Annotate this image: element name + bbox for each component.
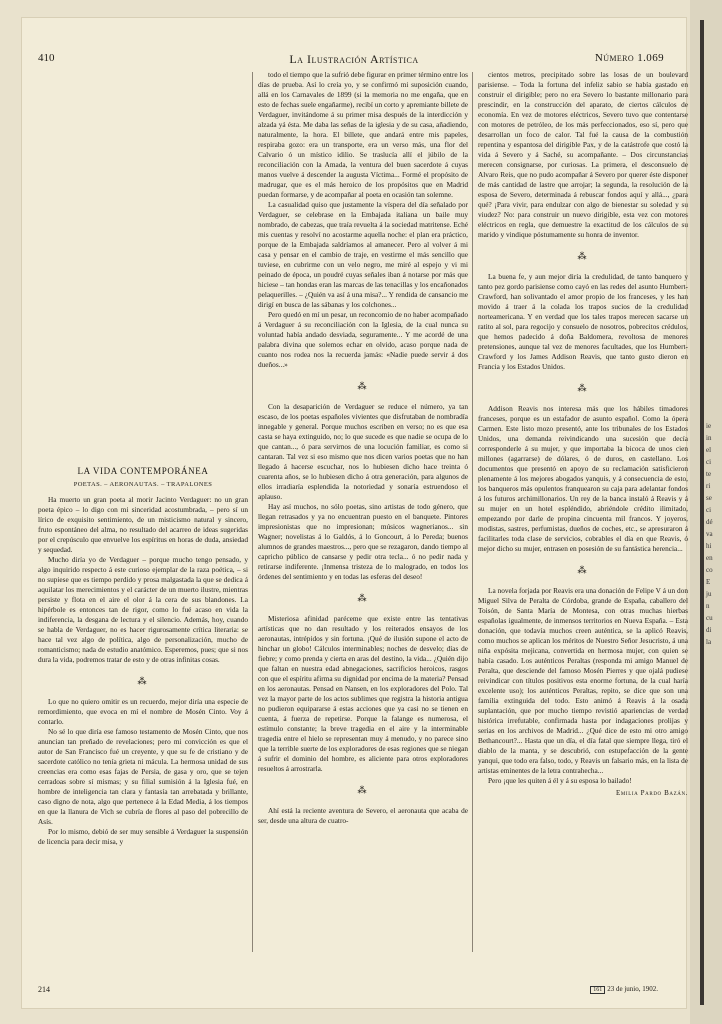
paragraph: La buena fe, y aun mejor diría la credulidad, de tanto banquero y tanto pez gordo parisiense como cayó en las redes del asunto Humbert-Crawford, han solivantado el amor propio de los franceses, y les han movido á traer á la colada los trapos sucios de la credulidad norteamericana. Y en verdad que los tales trapos merecen sacarse un ratito al sol, para regocijo y consuelo de nosotros, pobrecitos crédulos, que hemos padecido á doña Baldomera, revoltosa de menores pretensiones, aunque tal vez de menores facultades, que los Humbert-Crawford y los James Addison Reavis, que tanto gusto dieron en Francia y los Estados Unidos. (478, 272, 688, 371)
footer-page-number: 214 (38, 985, 50, 994)
page-footer (38, 985, 670, 997)
adjacent-page-fragment: dé (706, 518, 713, 526)
column-3 (478, 70, 688, 950)
paragraph: Misteriosa afinidad paréceme que existe entre las tentativas artísticas que no dan resultado y los reiterados ensayos de los aeronautas, intrépidos y sin fortuna. ¡Qué de ilusión supone el acto de hinchar un globo! Cálculos interminables; noches de desvelo; días de fiebre; y como prenda y cierta en aras del destino, la vida... ¿Quién dijo que faltan en nuestra edad abnegaciones, sacrificios heroicos, rasgos con que el espíritu afirma su dignidad por encima de la materia? Pensad en los aeronautas. Pensad en Nansen, en los exploradores del Polo. Tal vez la mayor parte de los actos sublimes que registra la historia antigua no pudieron equipararse á estas acciones que ya casi no se tienen en cuenta, á fuerza de repetirse. Porque la falange es numerosa, el estímulo constante; la breve tragedia en el aire y la interminable tragedia entre el hielo se representan muy á menudo, y no parece sino que la terrible suerte de los exploradores de esas regiones que se niegan á sufrir el dominio del hombre, es aliciente para otros exploradores resueltos á arrostrarla. (258, 614, 468, 773)
adjacent-page-fragment: ci (706, 506, 712, 514)
adjacent-page-fragment: el (706, 446, 712, 454)
section-ornament: ⁂ (137, 676, 149, 686)
paragraph: Ha muerto un gran poeta al morir Jacinto Verdaguer: no un gran poeta épico – lo digo con mi sinceridad acostumbrada, – pero sí un lírico de exquisito sentimiento, de un misticismo natural y sincero, fruto espontáneo del alma, no resultado del acarreo de ideas sugeridas por el crepúsculo que envuelve los espíritus en horas de duda, ansiedad y sequedad. (38, 495, 248, 554)
section-ornament: ⁂ (577, 251, 589, 261)
adjacent-page-fragment: se (706, 494, 712, 502)
publication-title: La Ilustración Artística (289, 52, 419, 66)
adjacent-page-fragment: n (706, 602, 710, 610)
paragraph: Mucho diría yo de Verdaguer – porque mucho tengo pensado, y algo inquirido respecto á este curioso ejemplar de la raza poética, – si no supiese que es tiempo perdido y prosa malgastada la que se dedica á aquilatar los merecimientos y el carácter de un muerto ilustre, mientras persiste y flota en el aire el olor á la cera de sus blandones. La hipérbole es entonces tan de rigor, como lo fué acaso en vida la indiferencia, la desgana de lectura y el silencio. Además, hoy, cuando se habla de Verdaguer, no es hacer rigurosamente crítica literaria: se hace tal vez algo de política, algo de personalización, mucho de romanticismo; nada de estudio anatómico. Esperemos, pues; que si nos dura la vida, podremos tratar de esto y de otras infinitas cosas. (38, 555, 248, 664)
paragraph: todo el tiempo que la sufrió debe figurar en primer término entre los días de prueba. Así lo creía yo, y se confirmó mi suposición cuando, allá en los Carnavales de 1899 (si la memoria no me engaña, que en esto de fechas suele engañarme), recibí un corto y apremiante billete de Verdaguer, invitándome á su primer misa después de la interdicción y alzada yá ésta. Me daba las señas de la iglesia y de su casa, añadiendo, naturalmente, la hora. El billete, que andará entre mis papeles, respiraba gozo: era un transporte, era un verso más, una flor del Calvario ó un místico idilio. Se traslucía allí el júbilo de la reconciliación con la Amada, la ventura del buen sacerdote á cuyas manos vuelve á descender la augusta Víctima... Formé el propósito de madrugar, que es el más heroico de los propósitos que en Madrid puedan formarse, y de acompañar al poeta en ocasión tan solemne. (258, 70, 468, 199)
page-header (38, 52, 670, 68)
column-divider (472, 72, 473, 952)
adjacent-page-fragment: co (706, 566, 713, 574)
adjacent-page-fragment: ie (706, 422, 712, 430)
author-signature: Emilia Pardo Bazán. (616, 789, 688, 797)
adjacent-page-fragment: te (706, 470, 712, 478)
library-stamp: 161 (590, 986, 605, 994)
paragraph: Lo que no quiero omitir es un recuerdo, mejor diría una especie de remordimiento, que evoca en mí el nombre de Mosén Cinto. Voy á contarlo. (38, 697, 248, 726)
date-text: 23 de junio, 1902. (607, 985, 658, 993)
paragraph: Con la desaparición de Verdaguer se reduce el número, ya tan escaso, de los poetas españoles vivientes que disfrutaban de nombradía innegable y general. Porque muchos escriben en verso; no es que esa casta se haya extinguido, no; lo que sucede es que nadie se ocupa de lo que cantan..., ó para servirnos de una locución familiar, es como si cantaran. Tal vez si eso mismo que nos dicen varios poetas que no han llegado á hacerse escuchar, nos lo hubiesen dicho hace treinta ó cuarenta años, se lo hubiesen dicho á otra generación, para algunos de ellos irradiaría esplendida la notoriedad y sonaría estruendoso el aplauso. (258, 402, 468, 501)
column-2 (258, 70, 468, 950)
adjacent-page-fragment: la (706, 638, 712, 646)
column-1 (38, 70, 248, 950)
footer-date (590, 985, 658, 994)
paragraph: Pero quedó en mí un pesar, un reconcomio de no haber acompañado á Verdaguer á su reconciliación con la Iglesia, de la cual nunca su voluntad había andado desviada, seguramente... Y me acordé de una palabra divina que solemos echar en olvido, acaso porque nada de cuanto nos rodea nos la recuerda jamás: «Nadie puede servir á dos dueños...» (258, 310, 468, 369)
section-ornament: ⁂ (357, 593, 369, 603)
section-subtitle: POETAS. – AERONAUTAS. – TRAPALONES (73, 481, 213, 488)
paragraph: La novela forjada por Reavis era una donación de Felipe V á un don Miguel Silva de Peralta de Córdoba, grande de España, caballero del Toisón, de Santa María de Montesa, con otras muchas hierbas españolas igualmente, de inmensos territorios en Nueva España. – Esta donación, que todavía muchos creen auténtica, se la aplicó Reavis, como muchos se aplican los méritos de Nuestro Señor Jesucristo, á una niña expósita mejicana, convertida en hermosa mujer, con quien se había casado. Los auténticos Peraltas (responda mi amigo Manuel de Peralta, que desciende del famoso Mosén Pierres y que ojalá pudiese reivindicar con títulos positivos esta enorme fortuna, de la cual haría excelente uso); los auténticos Peraltas, repito, se dice que son una familia extinguida del todo. Esto animó á Reavis á la osada suplantación, que por mucho tiempo revistió apariencias de verdad histórica irrefutable, confirmada hasta por indagaciones prolijas y serias en los archivos de Madrid... ¿Qué dice de esto mi otro amigo Bethancourt?... Hasta que un día, el día fatal que siempre llega, tiró el diablo de la manta, y se descubrió, con estupefacción de la gente yanqui, que todo era falso, todo, y Reavis un falsario más, en la lista de artistas eminentes de la letra contrahecha... (478, 586, 688, 775)
adjacent-page-text-fragments (706, 420, 713, 648)
adjacent-page-fragment: en (706, 554, 713, 562)
adjacent-page-fragment: ri (706, 482, 711, 490)
adjacent-page-fragment: di (706, 626, 712, 634)
section-ornament: ⁂ (577, 383, 589, 393)
section-title: LA VIDA CONTEMPORÁNEA (77, 466, 209, 476)
adjacent-page-edge (690, 0, 722, 1024)
paragraph: No sé lo que diría ese famoso testamento de Mosén Cinto, que nos anuncian tan preñado de revelaciones; pero mi convicción es que el autor de San Francisco fué un creyente, y que su fe de cristiano y de sacerdote católico no tenía grieta ni mácula. La hermosa unidad de sus creencias era como esas fajas de Persia, de gasa y oro, que se tejen cerradoas sobre sí mismas; y su filial sumisión á la Iglesia fué, en hombre de inteligencia tan clara y fantasía tan arrebatada y brillante, caso digno de nota, algo que pertenece á la Edad Media, á los tiempos en que la llanura de Vich se cubría de flores al paso del pobrecillo de Asís. (38, 727, 248, 826)
adjacent-page-fragment: ju (706, 590, 712, 598)
paragraph: La casualidad quiso que justamente la víspera del día señalado por Verdaguer, se celebrase en la Embajada italiana un baile muy nombrado, de cabezas, que traía revuelta á la sociedad matritense. Eché mis cuentas y resolví no acostarme aquella noche: el plan era práctico, porque de la Embajada saldríamos al amanecer. Pero al volver á mi casa y pensar en el cambio de traje, en vestirme el más sencillo que tuviese, en cubrirme con un velo negro, me miré al espejo y vi mi peinado de época, un poudré cuyas señales iban á notarse por más que hiciese – tan hondas eran las marcas de las tenacillas y los encañonados pelaquerilles. – ¿Quién va así á una misa?... Y rendida de cansancio me dirigí en busca de las sábanas y los colchones... (258, 200, 468, 309)
column-divider (252, 72, 253, 952)
paragraph: Por lo mismo, debió de ser muy sensible á Verdaguer la suspensión de licencia para decir misa, y (38, 827, 248, 846)
issue-number: Número 1.069 (594, 52, 664, 64)
adjacent-page-fragment: va (706, 530, 713, 538)
adjacent-page-fragment: hi (706, 542, 712, 550)
blank-column-space (38, 70, 248, 460)
paragraph: cientos metros, precipitado sobre las losas de un boulevard parisiense. – Toda la fortuna del infeliz sabio se había gastado en construir el dirigible; pero no era Severo lo bastante millonario para prescindir, en la construcción del aparato, de ciertos cálculos de economía. En vez de motores eléctricos, Severo tuvo que contentarse con motores de petróleo, de los más perfeccionados, eso sí, pero que desarrollan un foco de calor. Tal fué la causa de la combustión repentina y espantosa del dirigible Pax, y de la catástrofe que costó la vida á Severo y á Saché, su acompañante. – Dos circunstancias merecen consignarse, por curiosas. La primera, el desconsuelo de Alvaro Reis, que no pudo acompañar á Severo por querer éste disponer de más cantidad de lastre que arrojar; la segunda, la resolución de la esposa de Severo, determinada á rebuscar fondos aquí y allá..., ¿para qué? ¡Para vivir, para endulzar con algo de bienestar su soledad y su viudez? No: para construir un nuevo dirigible, esta vez con motores eléctricos en regla, que demuestre la exactitud de los cálculos de su marido y vindique póstumamente su honra de inventor. (478, 70, 688, 239)
paragraph: Hay así muchos, no sólo poetas, sino artistas de todo género, que llegan retrasados y ya no encuentran puesto en el banquete. Pintores impresionistas que no impresionan; músicos wagnerianos... sin Wagner; novelistas á lo Galdós, á lo Goncourt, á lo Pereda; buenos alumnos de grandes maestros..., pero que se rezagaron, dando tiempo al capricho público de cansarse y pedir otra tecla... ó no pedir nada y retirarse indiferente. ¡Inmensa tristeza de lo malogrado, en todos los órdenes del sentimiento y en todas las esferas del deseo! (258, 502, 468, 581)
section-ornament: ⁂ (357, 381, 369, 391)
page-number: 410 (38, 52, 55, 64)
book-binding-stripe (700, 20, 704, 1005)
paragraph: Pero ¡que les quiten á él y á su esposa lo bailado! (488, 776, 632, 785)
adjacent-page-fragment: ci (706, 458, 712, 466)
section-ornament: ⁂ (577, 565, 589, 575)
adjacent-page-fragment: in (706, 434, 712, 442)
paragraph: Addison Reavis nos interesa más que los hábiles timadores franceses, porque es un estafador de asunto español. Como la ópera Carmen. Este listo mozo presentó, ante los tribunales de los Estados Unidos, una demanda reivindicando una sucesión que decía corresponderle á su mujer, y que importaba la bicoca de unos cien millones (agarrarse) de dólares, ó de duros, en castellano. Los documentos que presentó en apoyo de su reclamación satisficieron plenamente á los mejores abogados yanquis, y á consecuencia de esto, los banqueros más opulentos franquearon su caja para adelantar fondos á los futuros archimillonarios. Un rey de la banca instaló á Reavis y á su mujer en un hotel espléndido, abriéndole crédito ilimitado, empezando por darle de propina cincuenta mil francos. Y joyeros, modistas, sastres, perfumistas, dueños de coches, etc., se apresuraron á facilitarles toda clase de servicios, cobrables el día en que Reavis, ó mejor dicho su mujer, entrasen en posesión de su fantástica herencia... (478, 404, 688, 553)
paragraph: Ahí está la reciente aventura de Severo, el aeronauta que acaba de ser, desde una altura de cuatro- (258, 806, 468, 825)
adjacent-page-fragment: cu (706, 614, 713, 622)
adjacent-page-fragment: E (706, 578, 711, 586)
section-ornament: ⁂ (357, 785, 369, 795)
